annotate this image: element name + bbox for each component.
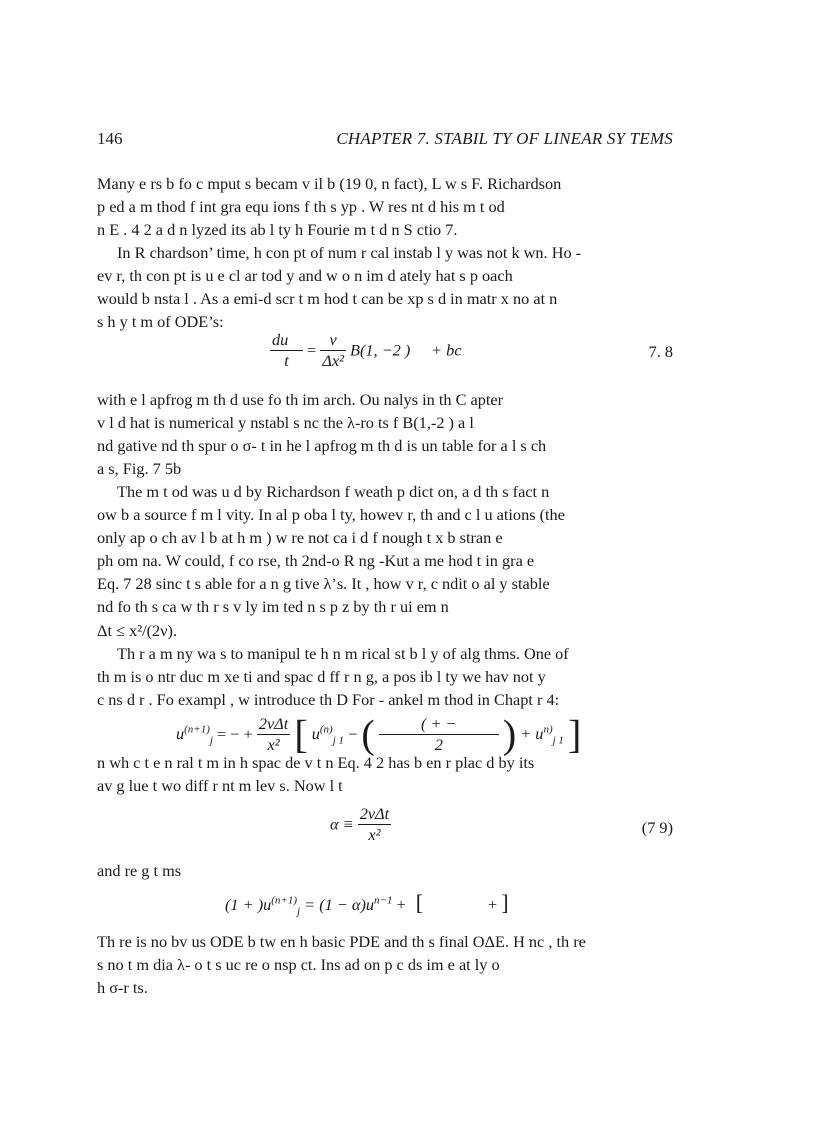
text-line: with e l apfrog m th d use fo th im arch. Ou nalys in th C apter: [97, 390, 504, 409]
text-line: The m t od was u d by Richardson f weath p dict on, a d th s fact n: [117, 482, 550, 501]
eq-mid: = $(1 - \alpha)u^{n-1}$: [304, 894, 393, 914]
text-line: Th re is no bv us ODE b tw en h basic PDE and th s final OΔE. H nc , th re: [97, 932, 586, 951]
paragraph-8: [97, 930, 673, 999]
text-line: Th r a m ny wa s to manipul te h n m rical st b l y of alg thms. One of: [117, 644, 569, 663]
text-line: n E . 4 2 a d n lyzed its ab l ty h Fourie m t d n S ctio 7.: [97, 220, 458, 240]
text-line: s h y t m of ODE’s:: [97, 312, 224, 332]
text-line: and re g t ms: [97, 861, 182, 880]
term-2: + $u^{n)}_{j 1}$: [520, 723, 564, 746]
paragraph-7: [97, 859, 673, 882]
text-line: In R chardson’ time, h con pt of num r cal instab l y was not k wn. Ho -: [117, 243, 582, 262]
paragraph-5: [97, 642, 673, 711]
eq-rhs: B(1, −2 ) ⃗ + bc: [350, 340, 462, 360]
text-line: would b nsta l . As a emi-d scr t m hod t can be xp s d in matr x no at n: [97, 289, 558, 309]
equation-7-8: $\frac{du⃗}{t}$ = $\frac{\nu}{\text{Δx²}}$ B(1, −2 ) ⃗ + bc 7. 8: [272, 330, 673, 370]
text-line: nd gative nd th spur o σ- t in he l apfrog m th d is un table for a l s ch: [97, 436, 547, 456]
text-line: c ns d r . Fo exampl , w introduce th D For - ankel m thod in Chapt r 4:: [97, 690, 560, 710]
paragraph-4: [97, 480, 673, 642]
text-line: nd fo th s ca w th r s v ly im ted n s p z by th r ui em n: [97, 597, 449, 617]
lhs-fraction: $\frac{du⃗}{t}$: [272, 330, 301, 370]
paragraph-1: [97, 172, 673, 241]
text-line: th m is o ntr duc m xe ti and spac d ff r n g, a pos ib l ty we hav not y: [97, 667, 546, 687]
text-line: ph om na. W could, f co rse, th 2nd-o R ng -Kut a me hod t in gra e: [97, 551, 535, 571]
right-paren: ): [502, 711, 517, 757]
coef-fraction: $\frac{\nu}{\text{Δx²}}$: [322, 330, 344, 370]
eq-left: $(1 + )u^{(n+1)}_j$: [225, 894, 301, 918]
paragraph-6: [97, 751, 673, 797]
text-line: ev r, th con pt is u e cl ar tod y and w o n im d ately hat s p oach: [97, 266, 513, 286]
equation-final: $(1 + )u^{(n+1)}_j = (1 - \alpha)u^{n-1}$ + [ + ]: [225, 890, 509, 918]
paragraph-3: [97, 388, 673, 480]
inner-fraction: $\frac{( + -}{2}$: [379, 714, 499, 755]
left-bracket: [: [294, 711, 308, 757]
alpha-fraction: $\frac{\text{2νΔt}}{\text{x²}}$: [359, 804, 390, 844]
text-line: av g lue t wo diff r nt m lev s. Now l t: [97, 776, 343, 796]
eq-lhs: $u^{(n+1)}_j$: [176, 723, 213, 746]
coef-fraction: $\frac{\text{2νΔt}}{\text{x²}}$: [258, 714, 289, 754]
chapter-title: CHAPTER 7. STABIL TY OF LINEAR SY TEMS: [336, 129, 673, 148]
text-line: Eq. 7 28 sinc t s able for a n g tive λ’s. It , how v r, c ndit o al y stable: [97, 574, 550, 594]
text-line: p ed a m thod f int gra equ ions f th s yp . W res nt d his m t od: [97, 197, 505, 217]
text-line: Δt ≤ x²/(2ν).: [97, 620, 178, 640]
text-line: Many e rs b fo c mput s becam v il b (19 0, n fact), L w s F. Richardson: [97, 174, 562, 193]
left-paren: (: [361, 711, 375, 757]
equation-7-9: α ≡ $\frac{\text{2νΔt}}{\text{x²}}$ (7 9): [330, 804, 673, 844]
paragraph-2: [97, 241, 673, 333]
text-line: ow b a source f m l vity. In al p oba l ty, howev r, th and c l u ations (the: [97, 505, 565, 525]
page-number: 146: [97, 129, 123, 148]
term-1: $u^{(n)}_{j 1}$: [311, 723, 345, 746]
equation-number: 7. 8: [648, 342, 673, 361]
text-line: a s, Fig. 7 5b: [97, 459, 182, 479]
right-bracket: ]: [568, 711, 582, 757]
running-header: [97, 129, 673, 151]
text-line: v l d hat is numerical y nstabl s nc the λ-ro ts f B(1,-2 ) a l: [97, 413, 474, 433]
equation-number: (7 9): [641, 818, 673, 837]
text-line: h σ-r ts.: [97, 978, 148, 998]
text-line: s no t m dia λ- o t s uc re o nsp ct. Ins ad on p c ds im e at ly o: [97, 955, 500, 975]
text-line: n wh c t e n ral t m in h spac de v t n Eq. 4 2 has b en r plac d by its: [97, 753, 535, 772]
text-line: only ap o ch av l b at h m ) w re not ca i d f nough t x b stran e: [97, 528, 503, 548]
equation-dufort-frankel: $u^{(n+1)}_j$ = − + $\frac{\text{2νΔt}}{\text{x²}}$ [ $u^{(n)}_{j 1}$ − ( $\frac{( + -}{2}$ ) + $u^{n)}_{j 1}$ ]: [176, 711, 582, 757]
